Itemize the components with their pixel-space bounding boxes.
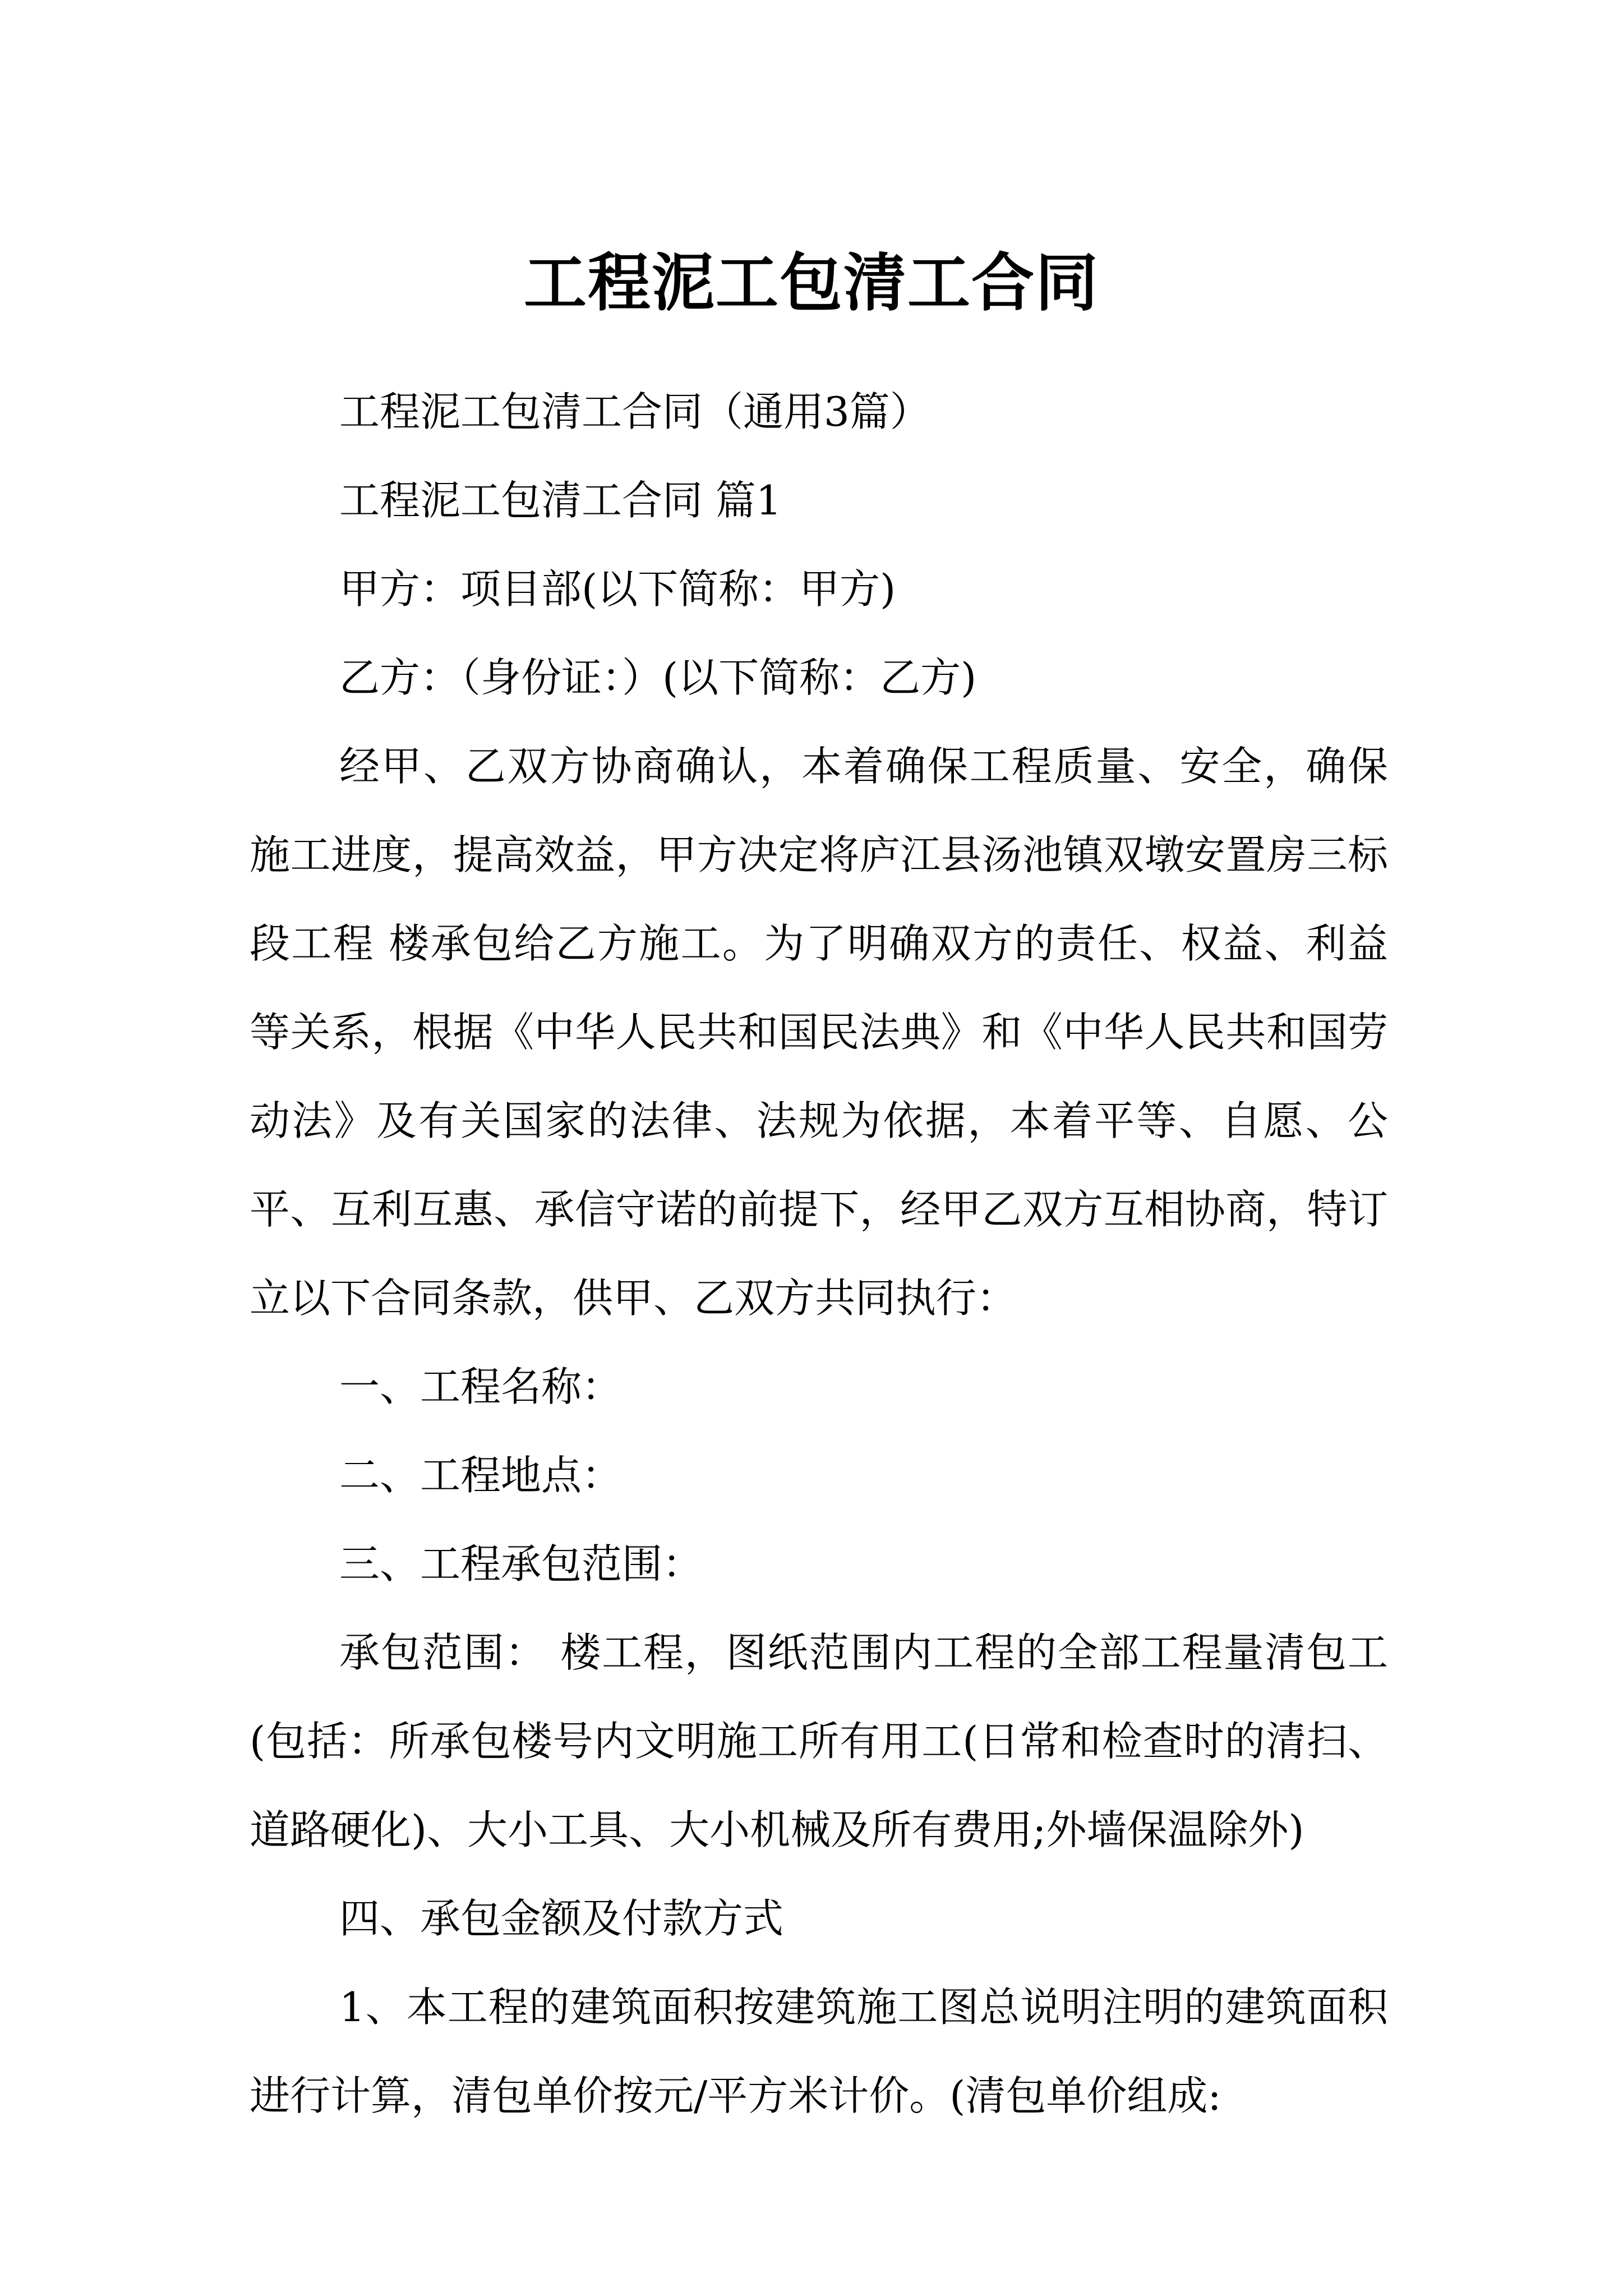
document-title: 工程泥工包清工合同 [524, 246, 1099, 320]
paragraph-preamble: 经甲、乙双方协商确认，本着确保工程质量、安全，确保施工进度，提高效益，甲方决定将庐江县汤池镇双墩安置房三标段工程 楼承包给乙方施工。为了明确双方的责任、权益、利益等关系，根据《中华人民共和国民法典》和《中华人民共和国劳动法》及有关国家的法律、法规为依据，本着平等、自愿、公平、互利互惠、承信守诺的前提下，经甲乙双方互相协商，特订立以下合同条款，供甲、乙双方共同执行： [250, 743, 1388, 1322]
paragraph-scope-heading: 三、工程承包范围： [339, 1540, 703, 1588]
paragraph-project-location: 二、工程地点： [339, 1452, 623, 1499]
paragraph-payment-clause-1: 1、本工程的建筑面积按建筑施工图总说明注明的建筑面积进行计算，清包单价按元/平方米计价。(清包单价组成: [250, 1984, 1388, 2119]
paragraph-scope-detail: 承包范围： 楼工程，图纸范围内工程的全部工程量清包工(包括：所承包楼号内文明施工所有用工(日常和检查时的清扫、道路硬化)、大小工具、大小机械及所有费用;外墙保温除外) [250, 1629, 1388, 1853]
paragraph-party-b: 乙方：（身份证：）(以下简称：乙方) [339, 654, 977, 701]
paragraph-party-a: 甲方：项目部(以下简称：甲方) [339, 565, 896, 613]
paragraph-project-name: 一、工程名称： [339, 1363, 623, 1410]
document-body [250, 367, 1388, 2140]
paragraph-payment-heading: 四、承包金额及付款方式 [339, 1895, 784, 1942]
paragraph-subtitle: 工程泥工包清工合同（通用3篇） [339, 388, 930, 435]
paragraph-section-heading: 工程泥工包清工合同 篇1 [339, 477, 782, 524]
